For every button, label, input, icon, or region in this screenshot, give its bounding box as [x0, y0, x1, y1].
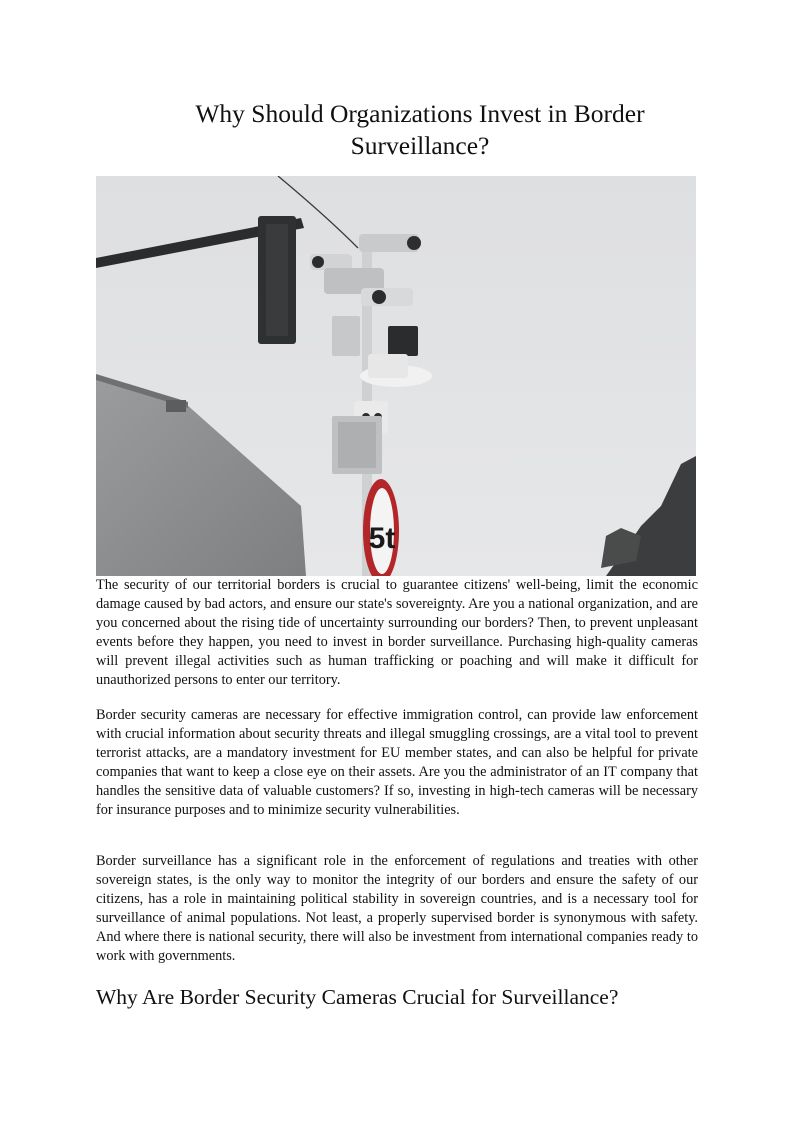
chimney	[166, 400, 186, 412]
section-heading: Why Are Border Security Cameras Crucial for Surveillance?	[96, 985, 619, 1009]
sign-text: 5t	[368, 522, 396, 555]
page-title: Why Should Organizations Invest in Border Surveillance?	[195, 99, 645, 160]
surveillance-camera-photo	[96, 176, 696, 576]
paragraph-cameras: Border security cameras are necessary for effective immigration control, can provide law enforcement with crucial information about security threats and illegal smuggling crossings, are a vital tool to prevent terrorist attacks, are a mandatory investment for EU member states, and can also be helpful for private companies that want to keep a close eye on their assets. Are you the administrator of an IT company that handles the sensitive data of valuable customers? If so, investing in high-tech cameras will be necessary for insurance purposes and to minimize security vulnerabilities.	[96, 707, 698, 818]
paragraph-role: Border surveillance has a significant role in the enforcement of regulations and treaties with other sovereign states, is the only way to monitor the integrity of our borders and ensure the safety of our citizens, has a role in maintaining political stability in sovereign countries, and is a necessary tool for surveillance of animal populations. Not least, a properly supervised border is synonymous with safety. And where there is national security, there will also be investment from international companies ready to work with governments.	[96, 853, 698, 964]
paragraph-intro: The security of our territorial borders is crucial to guarantee citizens' well-being, limit the economic damage caused by bad actors, and ensure our state's sovereignty. Are you a national organization, and are you concerned about the rising tide of uncertainty surrounding our borders? Then, to prevent unpleasant events before they happen, you need to invest in border surveillance. Purchasing high-quality cameras will prevent illegal activities such as human trafficking or poaching and will make it difficult for unauthorized persons to enter our territory.	[96, 577, 698, 688]
